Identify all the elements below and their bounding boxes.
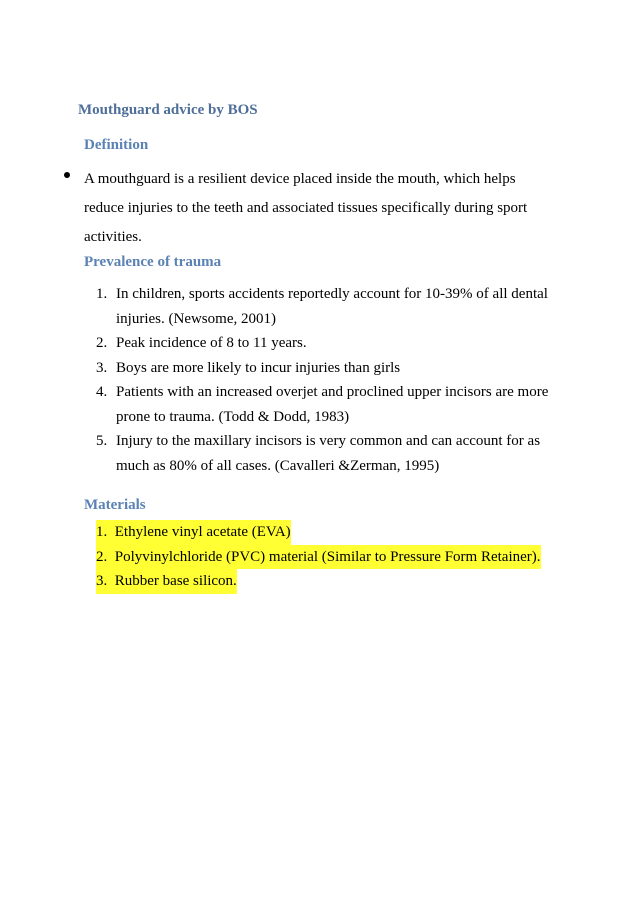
list-item-line: Boys are more likely to incur injuries than girls	[116, 359, 401, 376]
materials-heading: Materials	[84, 497, 146, 513]
highlighted-item	[96, 545, 541, 570]
bullet-icon	[64, 172, 70, 178]
prevalence-heading: Prevalence of trauma	[84, 254, 222, 270]
list-item	[96, 545, 566, 570]
list-item-line: injuries. (Newsome, 2001)	[116, 310, 276, 327]
list-item-line: much as 80% of all cases. (Cavalleri &Zerman, 1995)	[116, 457, 440, 474]
list-item	[96, 331, 566, 356]
list-item-number: 2.	[96, 548, 108, 565]
list-item-text: Polyvinylchloride (PVC) material (Similar to Pressure Form Retainer).	[114, 548, 541, 565]
highlighted-item	[96, 569, 237, 594]
list-item-line: Peak incidence of 8 to 11 years.	[116, 335, 307, 351]
list-item-number: 4.	[96, 384, 108, 400]
prevalence-list	[96, 282, 566, 478]
list-item-line: In children, sports accidents reportedly account for 10-39% of all dental	[116, 286, 548, 302]
list-item-line: Injury to the maxillary incisors is very common and can account for as	[116, 433, 541, 449]
list-item	[96, 356, 566, 381]
definition-text	[84, 165, 564, 252]
list-item-line: Patients with an increased overjet and proclined upper incisors are more	[116, 384, 549, 400]
list-item-line: prone to trauma. (Todd & Dodd, 1983)	[116, 408, 350, 425]
definition-line: reduce injuries to the teeth and associated tissues specifically during sport	[84, 200, 528, 216]
list-item	[96, 282, 566, 331]
definition-heading: Definition	[84, 137, 149, 153]
list-item	[96, 429, 566, 478]
list-item-number: 5.	[96, 433, 108, 449]
materials-list	[96, 520, 566, 594]
list-item-number: 3.	[96, 573, 108, 589]
list-item-text: Ethylene vinyl acetate (EVA)	[114, 524, 291, 540]
list-item-number: 1.	[96, 524, 108, 540]
list-item-text: Rubber base silicon.	[114, 573, 237, 589]
list-item-number: 2.	[96, 335, 108, 351]
highlighted-item	[96, 520, 291, 545]
definition-line: A mouthguard is a resilient device placed inside the mouth, which helps	[84, 171, 516, 187]
definition-line: activities.	[84, 229, 142, 245]
document-title: Mouthguard advice by BOS	[78, 102, 258, 118]
list-item-number: 1.	[96, 286, 108, 302]
list-item	[96, 520, 566, 545]
list-item-number: 3.	[96, 359, 108, 376]
list-item	[96, 380, 566, 429]
list-item	[96, 569, 566, 594]
